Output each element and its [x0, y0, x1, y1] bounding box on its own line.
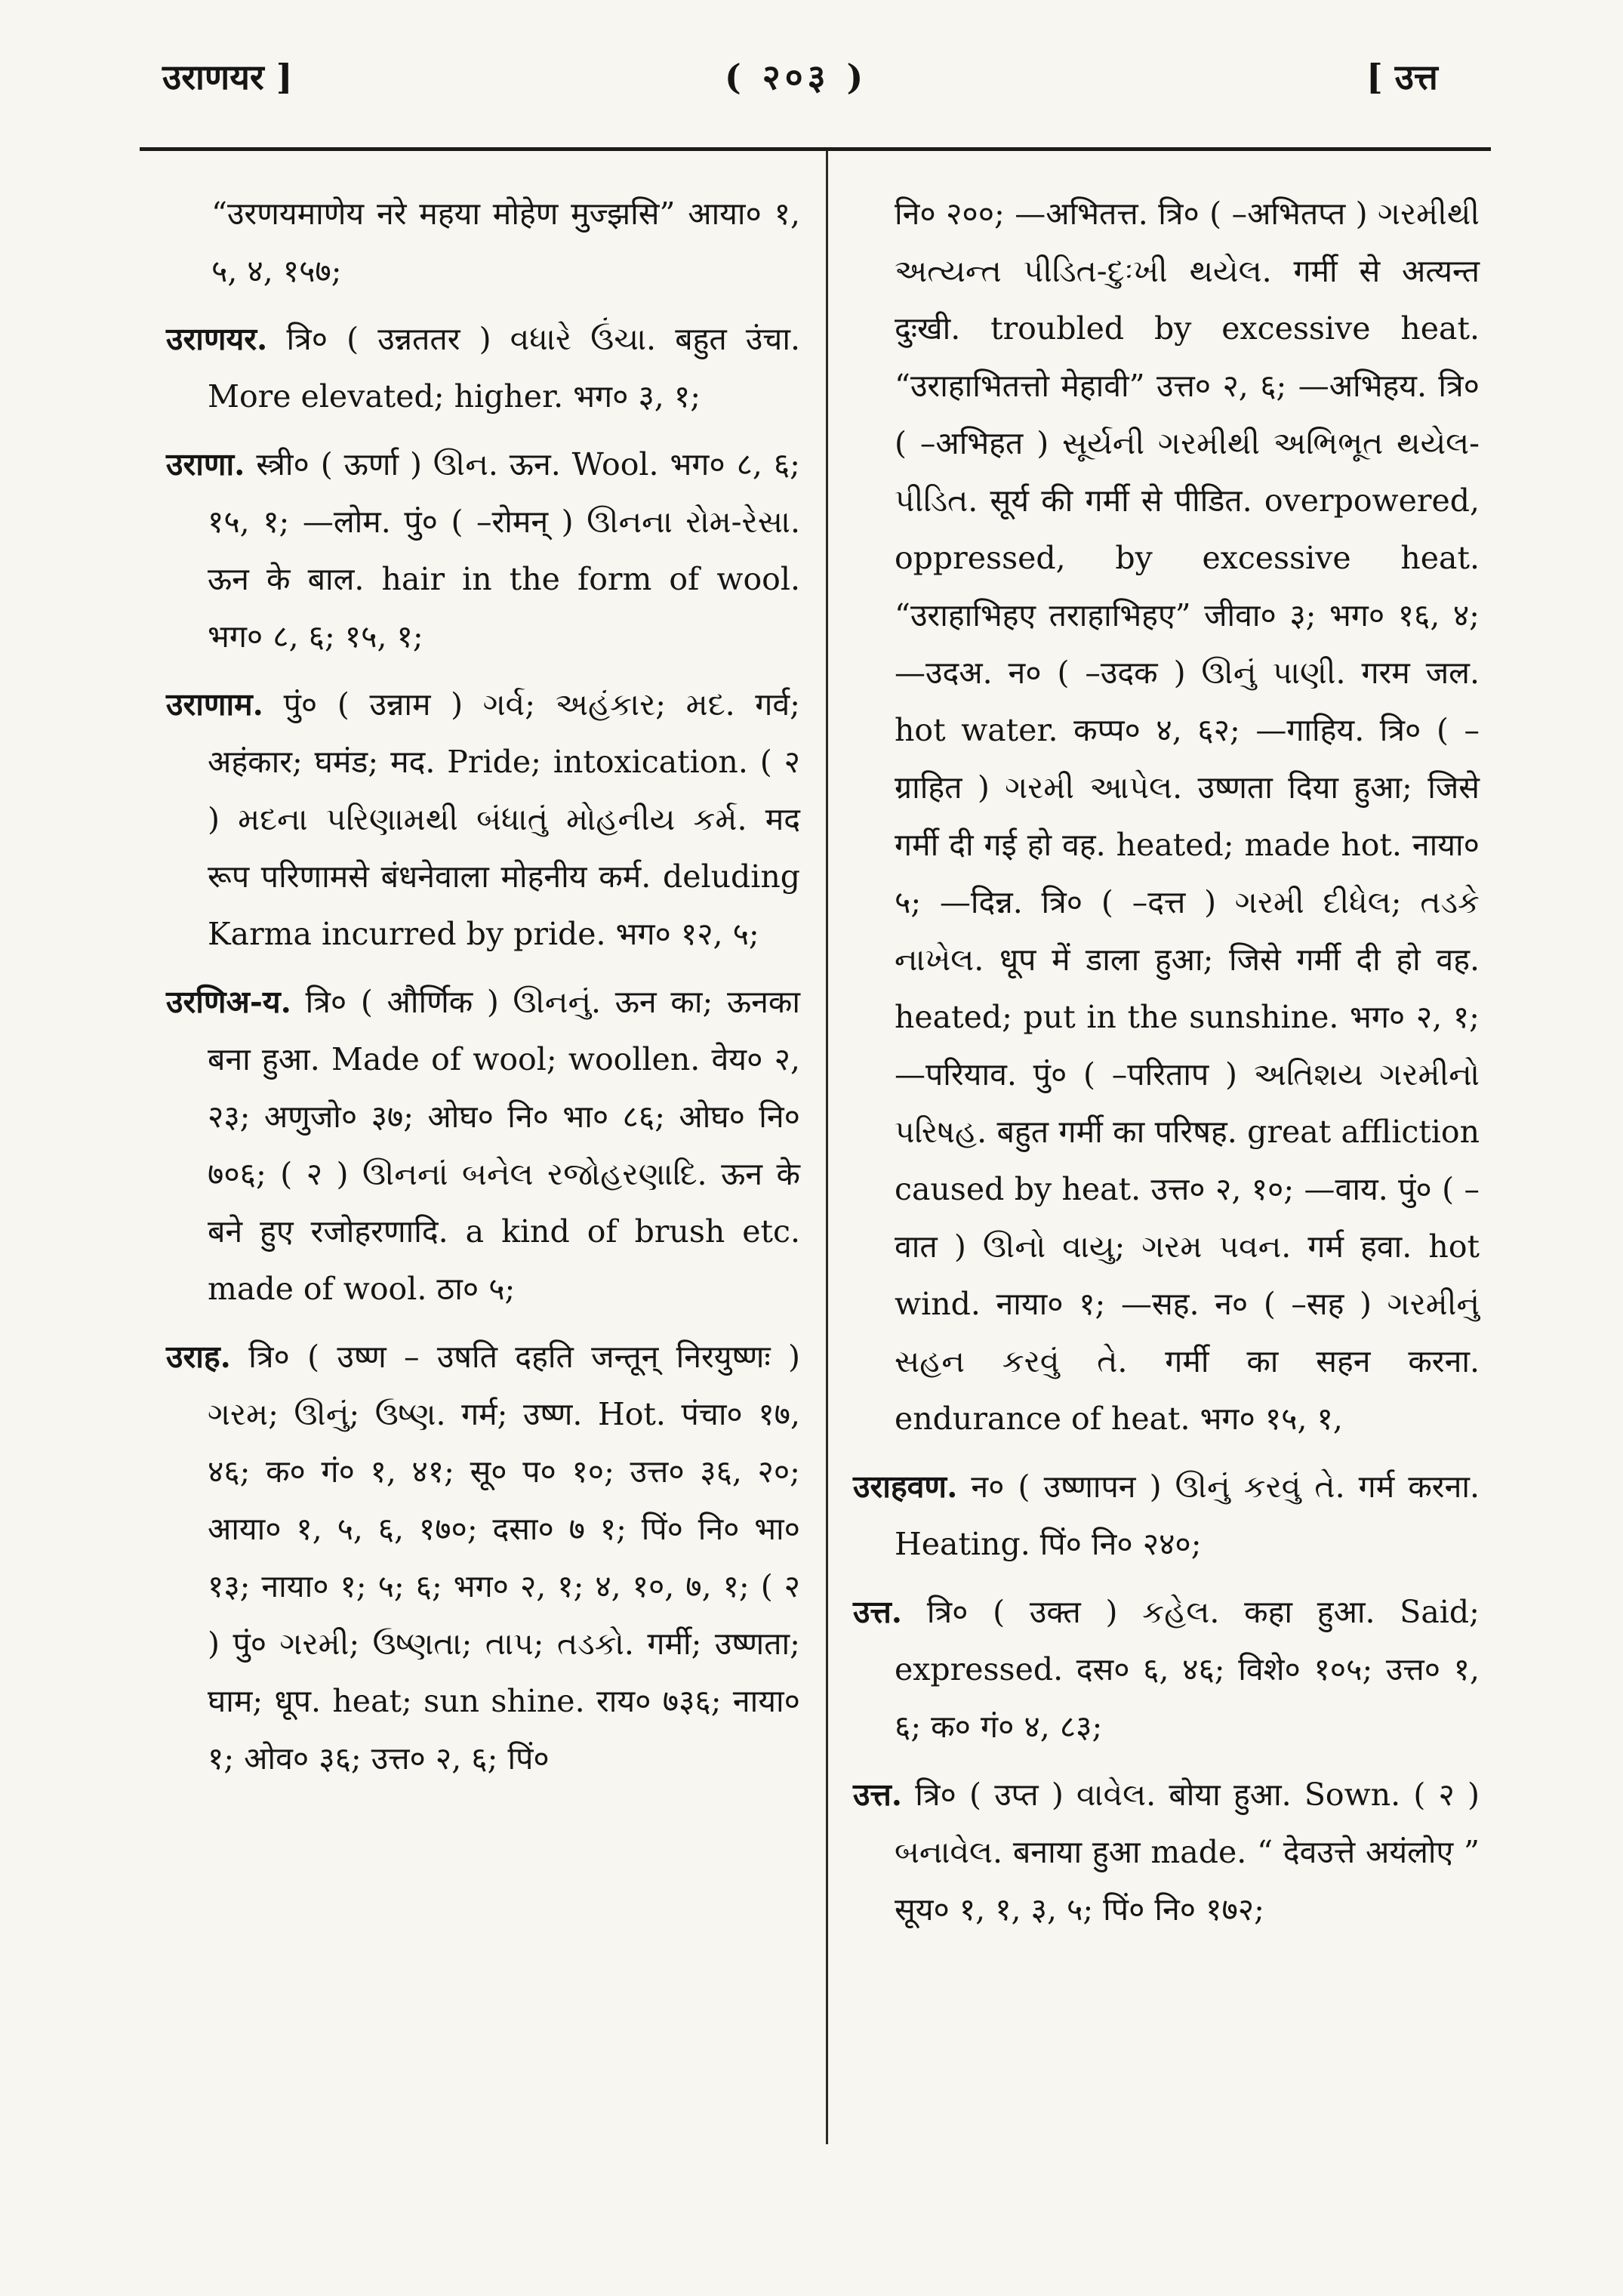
entry-headword: उराणाम.	[166, 686, 263, 723]
entry-text: त्रि० ( उन्नततर ) વધારે ઉંચા. बहुत उंचा. More elevated; higher. भग० ३, १;	[208, 321, 800, 415]
dictionary-entry	[166, 310, 800, 425]
page-number: ( २०३ )	[725, 57, 868, 97]
left-column	[166, 185, 800, 1798]
entry-text: न० ( उष्णापन ) ઊનું કરવું તે. गर्म करना. Heating. पिं० नि० २४०;	[895, 1469, 1480, 1562]
entry-headword: उराहवण.	[853, 1469, 958, 1505]
dictionary-entry	[166, 676, 800, 963]
dictionary-entry	[166, 973, 800, 1318]
header-left-guideword: उराणयर ]	[162, 57, 293, 97]
dictionary-entry	[166, 436, 800, 665]
entry-text: त्रि० ( उप्त ) વાવેલ. बोया हुआ. Sown. ( २ ) બનાવેલ. बनाया हुआ made. “ देवउत्ते अयंलोए ” सूय० १, १, ३, ५; पिं० नि० १७२;	[895, 1777, 1480, 1928]
dictionary-entry	[166, 1328, 800, 1787]
entry-text: त्रि० ( और्णिक ) ઊનનું. ऊन का; ऊनका बना हुआ. Made of wool; woollen. वेय० २, २३; अणुजो० ३७; ओघ० नि० भा० ८६; ओघ० नि० ७०६; ( २ ) ઊનનાં બનેલ રજોહરણાદિ. ऊन के बने हुए रजोहरणादि. a kind of brush etc. made of wool. ठा० ५;	[208, 984, 800, 1307]
dictionary-entry	[853, 1583, 1480, 1755]
page-header	[0, 47, 1623, 107]
entry-continuation	[166, 185, 800, 300]
entry-headword: उराह.	[166, 1339, 231, 1375]
right-column	[853, 185, 1480, 1949]
header-right-guideword: [ उत्त	[1366, 57, 1438, 97]
entry-text: स्त्री० ( ऊर्णा ) ઊન. ऊन. Wool. भग० ८, ६; १५, १; —लोम. पुं० ( –रोमन् ) ઊનના રોમ-રેસા. ऊन के बाल. hair in the form of wool. भग० ८, ६; १५, १;	[208, 446, 800, 655]
dictionary-entry	[853, 1766, 1480, 1938]
entry-headword: उत्त.	[853, 1594, 903, 1630]
column-divider	[826, 151, 828, 2144]
entry-headword: उरणिअ-य.	[166, 984, 291, 1020]
entry-continuation	[853, 185, 1480, 1447]
entry-headword: उत्त.	[853, 1777, 903, 1813]
entry-headword: उराणा.	[166, 446, 245, 482]
entry-text: त्रि० ( उक्त ) કહેલ. कहा हुआ. Said; expressed. दस० ६, ४६; विशे० १०५; उत्त० १, ६; क० गं० ४, ८३;	[895, 1594, 1480, 1745]
entry-text: पुं० ( उन्नाम ) ગર્વ; અહંકાર; મદ. गर्व; अहंकार; घमंड; मद. Pride; intoxication. ( २ ) મદના પરિણામથી બંધાતું મોહનીય કર્મ. मद रूप परिणामसे बंधनेवाला मोहनीय कर्म. deluding Karma incurred by pride. भग० १२, ५;	[208, 686, 800, 952]
entry-headword: उराणयर.	[166, 321, 268, 357]
entry-text: “उरणयमाणेय नरे महया मोहेण मुज्झसि” आया० १, ५, ४, १५७;	[211, 196, 800, 289]
entry-text: त्रि० ( उष्ण – उषति दहति जन्तून् निरयुष्णः ) ગરમ; ઊનું; ઉષ્ણ. गर्म; उष्ण. Hot. पंचा० १७, ४६; क० गं० १, ४१; सू० प० १०; उत्त० ३६, २०; आया० १, ५, ६, १७०; दसा० ७ १; पिं० नि० भा० १३; नाया० १; ५; ६; भग० २, १; ४, १०, ७, १; ( २ ) पुं० ગરમી; ઉષ્ણતા; તાપ; તડકો. गर्मी; उष्णता; घाम; धूप. heat; sun shine. राय० ७३६; नाया० १; ओव० ३६; उत्त० २, ६; पिं०	[208, 1339, 800, 1777]
entry-text: नि० २००; —अभितत्त. त्रि० ( –अभितप्त ) ગરમીથી અત્યન્ત પીડિત-દુઃખી થયેલ. गर्मी से अत्यन्त दुःखी. troubled by excessive heat. “उराहाभितत्तो मेहावी” उत्त० २, ६; —अभिहय. त्रि० ( –अभिहत ) સૂર્યની ગરમીથી અભિભૂત થયેલ-પીડિત. सूर्य की गर्मी से पीडित. overpowered, oppressed, by excessive heat. “उराहाभिहए तराहाभिहए” जीवा० ३; भग० १६, ४; —उदअ. न० ( –उदक ) ઊનું પાણી. गरम जल. hot water. कप्प० ४, ६२; —गाहिय. त्रि० ( –ग्राहित ) ગરમી આપેલ. उष्णता दिया हुआ; जिसे गर्मी दी गई हो वह. heated; made hot. नाया० ५; —दिन्न. त्रि० ( –दत्त ) ગરમી દીધેલ; તડકે નાખેલ. धूप में डाला हुआ; जिसे गर्मी दी हो वह. heated; put in the sunshine. भग० २, १; —परियाव. पुं० ( –परिताप ) અતિશય ગરમીનો પરિષહ. बहुत गर्मी का परिषह. great affliction caused by heat. उत्त० २, १०; —वाय. पुं० ( –वात ) ઊનો વાયુ; ગરમ પવન. गर्म हवा. hot wind. नाया० १; —सह. न० ( –सह ) ગરમીનું સહન કરવું તે. गर्मी का सहन करना. endurance of heat. भग० १५, १,	[895, 196, 1480, 1437]
dictionary-entry	[853, 1458, 1480, 1573]
header-rule	[140, 147, 1491, 151]
